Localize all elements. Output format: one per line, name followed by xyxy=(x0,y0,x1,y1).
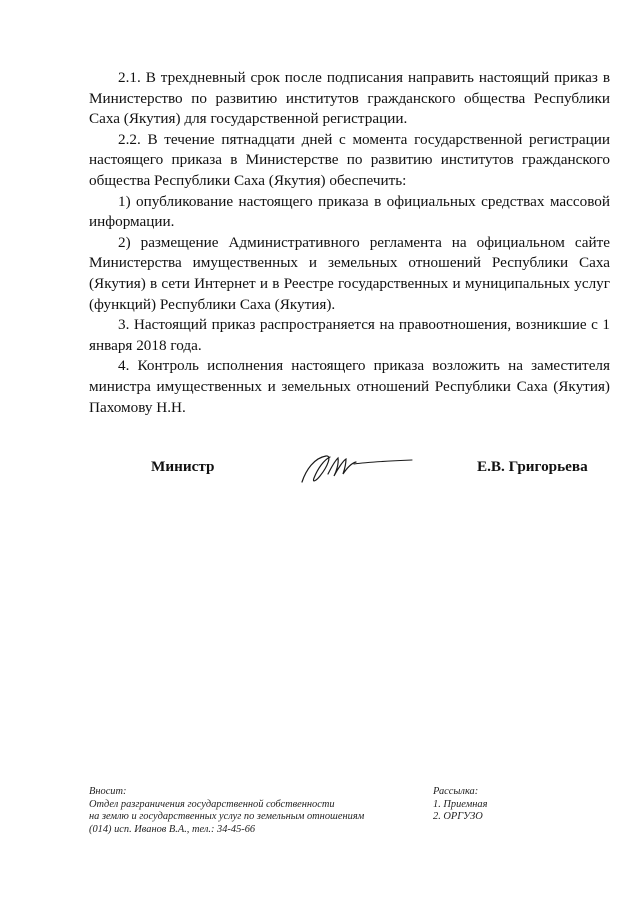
submitted-by-label: Вносит: xyxy=(89,786,127,797)
paragraph-2-1: 2.1. В трехдневный срок после подписания направить настоящий приказ в Министерство по развитию институтов гражданского общества Республики Саха (Якутия) для государственной регистрации. xyxy=(89,69,610,128)
submitted-by-note xyxy=(89,786,409,836)
order-body xyxy=(89,68,610,418)
distribution-label: Рассылка: xyxy=(433,786,479,797)
distribution-item: 2. ОРГУЗО xyxy=(433,811,483,823)
distribution-list xyxy=(433,786,563,824)
distribution-item: 1. Приемная xyxy=(433,798,488,810)
signer-name: Е.В. Григорьева xyxy=(477,458,588,475)
signature-block xyxy=(0,452,639,502)
paragraph-item-2: 2) размещение Административного регламента на официальном сайте Министерства имущественных и земельных отношений Республики Саха (Якутия) в сети Интернет и в Реестре государственных и муниципальных услуг (функций) Республики Саха (Якутия). xyxy=(89,233,610,313)
paragraph-4: 4. Контроль исполнения настоящего приказа возложить на заместителя министра имущественных и земельных отношений Республики Саха (Якутия) Пахомову Н.Н. xyxy=(89,357,610,416)
paragraph-3: 3. Настоящий приказ распространяется на правоотношения, возникшие с 1 января 2018 года. xyxy=(89,316,610,354)
submitted-by-contact: (014) исп. Иванов В.А., тел.: 34-45-66 xyxy=(89,823,256,835)
submitted-by-line: на землю и государственных услуг по земельным отношениям xyxy=(89,811,365,823)
handwritten-signature xyxy=(298,452,416,488)
paragraph-2-2: 2.2. В течение пятнадцати дней с момента государственной регистрации настоящего приказа в Министерстве по развитию институтов гражданского общества Республики Саха (Якутия) обеспечить: xyxy=(89,130,610,189)
paragraph-item-1: 1) опубликование настоящего приказа в официальных средствах массовой информации. xyxy=(89,192,610,231)
submitted-by-line: Отдел разграничения государственной собственности xyxy=(89,798,335,810)
signer-title: Министр xyxy=(151,458,215,475)
